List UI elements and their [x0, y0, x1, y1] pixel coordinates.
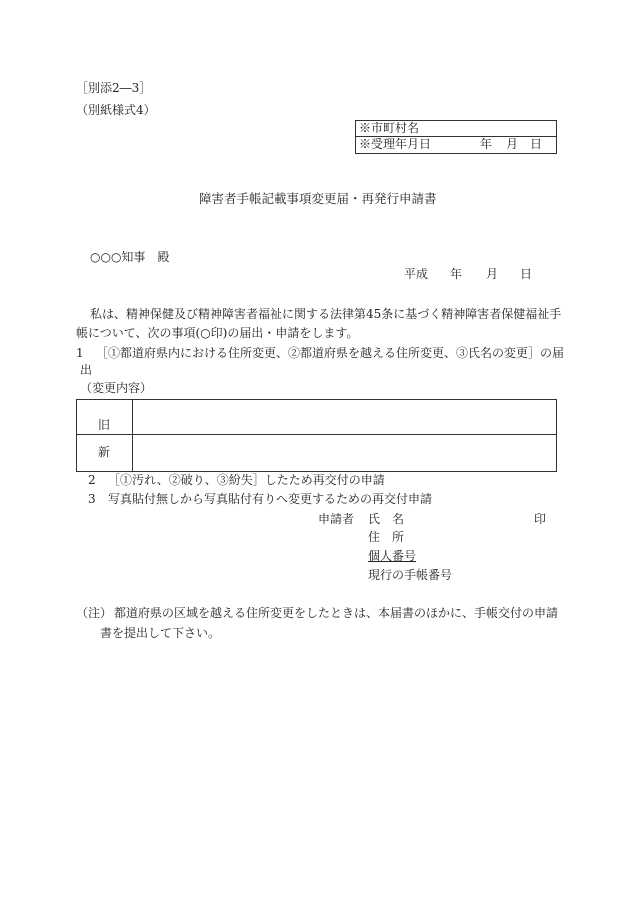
date-month: 月	[486, 267, 499, 281]
municipality-label: ※市町村名	[359, 121, 420, 135]
applicant-label: 申請者	[318, 512, 355, 526]
received-date-label: ※受理年月日	[359, 137, 432, 151]
note-line-2: 書を提出して下さい。	[100, 626, 221, 640]
name-label: 氏 名	[368, 512, 405, 526]
date-era: 平成	[404, 267, 429, 281]
received-day: 日	[530, 137, 543, 151]
item1-continuation: 出	[80, 363, 93, 377]
item1-text: ［①都道府県内における住所変更、②都道府県を越える住所変更、③氏名の変更］の届	[96, 346, 565, 360]
new-label: 新	[98, 445, 111, 459]
item1-number: 1	[76, 346, 84, 360]
received-month: 月	[506, 137, 519, 151]
change-content-label: （変更内容）	[80, 381, 153, 395]
item2-number: 2	[88, 473, 96, 487]
intro-line-2: 帳について、次の事項(○印)の届出・申請をします。	[76, 326, 359, 340]
date-day: 日	[520, 267, 533, 281]
received-year: 年	[480, 137, 493, 151]
form-number: （別紙様式4）	[76, 103, 156, 117]
item3-text: 写真貼付無しから写真貼付有りへ変更するための再交付申請	[108, 492, 433, 506]
note-label: （注）	[76, 606, 113, 620]
note-line-1: 都道府県の区域を越える住所変更をしたときは、本届書のほかに、手帳交付の申請	[114, 606, 559, 620]
intro-line-1: 私は、精神保健及び精神障害者福祉に関する法律第45条に基づく精神障害者保健福祉手	[90, 307, 562, 321]
seal-label: 印	[534, 512, 547, 526]
old-label: 旧	[98, 418, 111, 432]
item2-text: ［①汚れ、②破り、③紛失］したため再交付の申請	[108, 473, 385, 487]
attachment-ref: ［別添2―3］	[76, 81, 152, 95]
divider	[76, 434, 556, 435]
personal-number-label: 個人番号	[368, 549, 417, 563]
current-notebook-number-label: 現行の手帳番号	[368, 568, 453, 582]
change-table	[76, 399, 557, 472]
address-label: 住 所	[368, 530, 405, 544]
divider	[132, 399, 133, 471]
addressee: ○○○知事 殿	[90, 250, 170, 264]
date-year: 年	[450, 267, 463, 281]
item3-number: 3	[88, 492, 96, 506]
document-title: 障害者手帳記載事項変更届・再発行申請書	[199, 191, 437, 206]
